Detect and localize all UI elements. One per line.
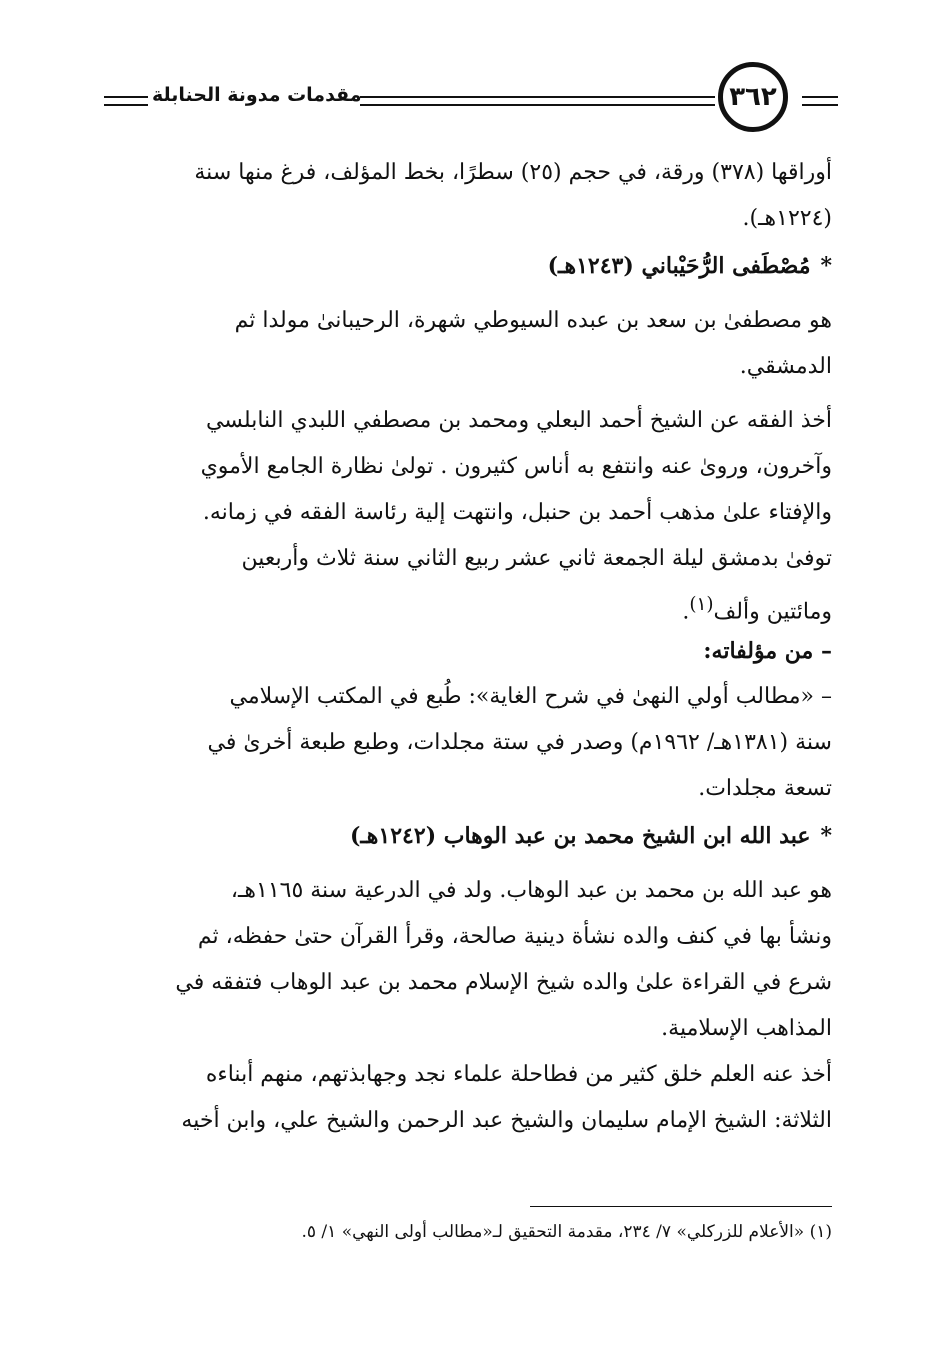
works-label: – من مؤلفاته: bbox=[703, 638, 832, 664]
text-line: وآخرون، ورویٰ عنه وانتفع به أناس كثيرون . تولىٰ نظارة الجامع الأموي bbox=[200, 454, 832, 479]
text-line: توفىٰ بدمشق ليلة الجمعة ثاني عشر ربيع الثاني سنة ثلاث وأربعين bbox=[241, 546, 832, 571]
footnote-separator bbox=[530, 1206, 832, 1207]
text-line: الدمشقي. bbox=[739, 354, 832, 379]
asterisk-marker: * bbox=[820, 253, 832, 279]
text-line: المذاهب الإسلامية. bbox=[661, 1016, 832, 1041]
body-text bbox=[112, 150, 832, 1144]
text-line: والإفتاء علىٰ مذهب أحمد بن حنبل، وانتهت إلية رئاسة الفقه في زمانه. bbox=[202, 500, 832, 525]
footnote-ref: (١) bbox=[689, 594, 714, 615]
text-line: شرع في القراءة علىٰ والده شيخ الإسلام محمد بن عبد الوهاب فتفقه في bbox=[175, 970, 832, 995]
text-fragment: . bbox=[682, 599, 690, 625]
text-line: ونشأ بها في كنف والده نشأة دينية صالحة، وقرأ القرآن حتىٰ حفظه، ثم bbox=[197, 924, 832, 949]
text-line bbox=[112, 582, 832, 628]
text-line: تسعة مجلدات. bbox=[698, 776, 832, 801]
header-rule-right bbox=[802, 96, 838, 106]
text-line: هو عبد الله بن محمد بن عبد الوهاب. ولد في الدرعية سنة ١١٦٥هـ، bbox=[230, 878, 832, 903]
entry-title: عبد الله ابن الشيخ محمد بن عبد الوهاب (١٢٤٢هـ) bbox=[349, 823, 811, 849]
header-rule-middle bbox=[360, 96, 715, 106]
running-title: مقدمات مدونة الحنابلة bbox=[152, 84, 362, 106]
header-rule-left bbox=[104, 96, 148, 106]
text-line: أوراقها (٣٧٨) ورقة، في حجم (٢٥) سطرًا، بخط المؤلف، فرغ منها سنة bbox=[194, 160, 832, 185]
text-line: (١٢٢٤هـ). bbox=[742, 206, 832, 231]
page-header bbox=[100, 62, 840, 142]
text-line: سنة (١٣٨١هـ/ ١٩٦٢م) وصدر في ستة مجلدات، وطبع طبعة أخرىٰ في bbox=[207, 730, 832, 755]
text-line: – «مطالب أولي النهىٰ في شرح الغاية»: طُبع في المكتب الإسلامي bbox=[229, 684, 832, 709]
text-line: أخذ عنه العلم خلق كثير من فطاحلة علماء نجد وجهابذتهم، منهم أبناءه bbox=[205, 1062, 832, 1087]
page-number: ٣٦٢ bbox=[718, 62, 788, 132]
asterisk-marker: * bbox=[820, 823, 832, 849]
entry-heading bbox=[112, 242, 832, 290]
footnote: (١) «الأعلام للزركلي» ٧/ ٢٣٤، مقدمة التحقيق لـ«مطالب أولى النهي» ١/ ٥. bbox=[301, 1222, 832, 1242]
entry-title: مُصْطَفى الرُّحَيْباني (١٢٤٣هـ) bbox=[547, 253, 811, 279]
text-line: الثلاثة: الشيخ الإمام سليمان والشيخ عبد الرحمن والشيخ علي، وابن أخيه bbox=[181, 1108, 832, 1133]
text-line: أخذ الفقه عن الشيخ أحمد البعلي ومحمد بن مصطفي اللبدي النابلسي bbox=[205, 408, 832, 433]
text-line: هو مصطفىٰ بن سعد بن عبده السيوطي شهرة، الرحيبانىٰ مولدا ثم bbox=[234, 308, 832, 333]
entry-heading bbox=[112, 812, 832, 860]
text-fragment: ومائتين وألف bbox=[713, 599, 832, 625]
